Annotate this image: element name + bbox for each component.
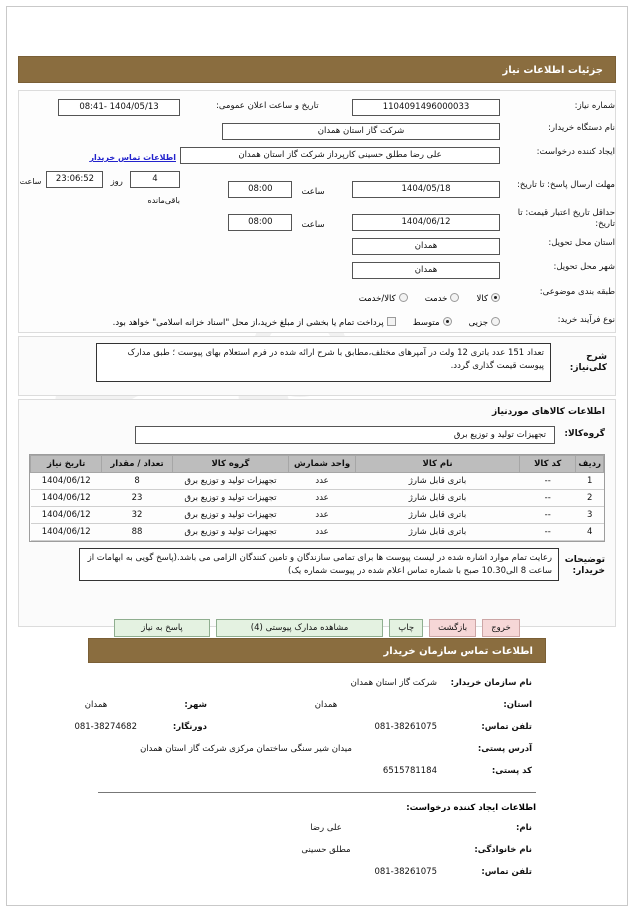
- col-unit: واحد شمارش: [289, 455, 356, 472]
- goods-cell-unit: عدد: [289, 472, 356, 489]
- deadline-hour-label: ساعت: [301, 186, 325, 197]
- classification-option-khedmat-label: خدمت: [424, 294, 448, 304]
- col-group: گروه کالا: [172, 455, 289, 472]
- summary-label: شرح کلی‌نیاز:: [569, 351, 607, 373]
- exit-button[interactable]: خروج: [482, 619, 520, 637]
- radio-kala-khedmat-icon[interactable]: [399, 293, 408, 302]
- contact-postal-label: کد پستی:: [491, 766, 532, 776]
- goods-cell-group: تجهیزات تولید و توزیع برق: [172, 506, 289, 523]
- goods-cell-row: 2: [576, 489, 604, 506]
- goods-group-label: گروه‌کالا:: [564, 429, 605, 440]
- goods-table: [30, 455, 604, 541]
- classification-label: طبقه بندی موضوعی:: [539, 286, 615, 297]
- delivery-city-value: همدان: [352, 262, 500, 279]
- row-buyer-org: [19, 116, 615, 140]
- remaining-time-value: 23:06:52: [46, 171, 103, 188]
- classification-option-kala-label: کالا: [476, 294, 488, 304]
- remaining-days-value: 4: [130, 171, 180, 188]
- need-number-label: شماره نیاز:: [574, 101, 615, 111]
- purchase-type-label: نوع فرآیند خرید:: [557, 314, 615, 325]
- creator-label: ایجاد کننده درخواست:: [536, 146, 615, 157]
- creator-last-name-value: مطلق حسینی: [301, 845, 351, 855]
- buyer-notes-text: رعایت تمام موارد اشاره شده در لیست پیوست ها برای تمامی سازندگان و تامین کنندگان الزامی می باشد.(پاسخ گویی به ابهامات از ساعت 8 الی10.30 صبح با شماره تماس اعلام شده در پیوست شماره یک): [79, 548, 559, 581]
- row-creator-phone: [211, 861, 536, 883]
- delivery-province-label: استان محل تحویل:: [548, 237, 615, 248]
- table-row: [31, 506, 604, 523]
- remaining-time-label: ساعت باقی‌مانده: [19, 177, 180, 205]
- goods-cell-code: --: [520, 523, 576, 540]
- treasury-bond-checkbox-label: پرداخت تمام یا بخشی از مبلغ خرید،از محل "اسناد خزانه اسلامی" خواهد بود.: [112, 318, 384, 328]
- classification-option-kala[interactable]: [477, 293, 500, 304]
- contact-fax-value: 081-38274682: [74, 722, 137, 732]
- creator-section-title: اطلاعات ایجاد کننده درخواست:: [406, 803, 536, 813]
- contact-org-label: نام سازمان خریدار:: [450, 678, 532, 688]
- summary-text: تعداد 151 عدد باتری 12 ولت در آمپرهای مختلف،مطابق با شرح ارائه شده در فرم استعلام بهای پیوست ؛ طبق مدارک پیوست قیمت گذاری گردد.: [96, 343, 551, 382]
- creator-value: علی رضا مطلق حسینی کارپرداز شرکت گاز استان همدان: [180, 147, 500, 164]
- row-deadline: [19, 164, 615, 207]
- contact-fax-label: دورنگار:: [172, 722, 207, 732]
- contact-phone-value: 081-38261075: [374, 722, 437, 732]
- col-code: کد کالا: [520, 455, 576, 472]
- summary-panel: [18, 336, 616, 396]
- row-creator: [19, 140, 615, 164]
- table-row: [31, 472, 604, 489]
- goods-cell-code: --: [520, 506, 576, 523]
- treasury-bond-checkbox-group[interactable]: [113, 317, 396, 328]
- col-name: نام کالا: [355, 455, 519, 472]
- col-date: تاریخ نیاز: [31, 455, 102, 472]
- goods-cell-qty: 23: [102, 489, 172, 506]
- goods-table-header-row: [31, 455, 604, 472]
- creator-first-name-value: علی رضا: [310, 823, 342, 833]
- contact-address-value: میدان شیر سنگی ساختمان مرکزی شرکت گاز استان همدان: [140, 744, 352, 754]
- remaining-days-label: روز: [110, 177, 123, 187]
- row-buyer-notes: [19, 548, 615, 585]
- row-contact-province-city: [51, 694, 536, 716]
- row-contact-postal: [51, 760, 536, 782]
- goods-cell-qty: 8: [102, 472, 172, 489]
- goods-cell-group: تجهیزات تولید و توزیع برق: [172, 489, 289, 506]
- goods-section-title: اطلاعات کالاهای موردنیاز: [491, 407, 605, 417]
- contact-city-value: همدان: [84, 700, 108, 710]
- buyer-org-label: نام دستگاه خریدار:: [548, 122, 615, 133]
- respond-button[interactable]: پاسخ به نیاز: [114, 619, 210, 637]
- classification-option-kala-khedmat[interactable]: [359, 293, 408, 304]
- goods-cell-row: 4: [576, 523, 604, 540]
- classification-option-kala-khedmat-label: کالا/خدمت: [358, 294, 396, 304]
- col-row: ردیف: [576, 455, 604, 472]
- col-qty: تعداد / مقدار: [102, 455, 172, 472]
- section-header-need-details: [18, 56, 616, 83]
- goods-cell-name: باتری قابل شارژ: [355, 489, 519, 506]
- goods-cell-group: تجهیزات تولید و توزیع برق: [172, 472, 289, 489]
- need-info-panel: [18, 90, 616, 333]
- creator-phone-label: تلفن تماس:: [481, 867, 532, 877]
- goods-cell-unit: عدد: [289, 506, 356, 523]
- contact-province-label: استان:: [503, 700, 532, 710]
- row-contact-org: [51, 672, 536, 694]
- need-number-value: 1104091496000033: [352, 99, 500, 116]
- goods-cell-qty: 32: [102, 506, 172, 523]
- row-need-number: [19, 97, 615, 116]
- goods-cell-date: 1404/06/12: [31, 472, 102, 489]
- row-contact-phone-fax: [51, 716, 536, 738]
- contact-address-label: آدرس پستی:: [477, 744, 532, 754]
- row-summary: [19, 337, 615, 388]
- goods-cell-date: 1404/06/12: [31, 489, 102, 506]
- purchase-type-option-motavaset[interactable]: [413, 317, 452, 328]
- contact-org-value: شرکت گاز استان همدان: [350, 678, 437, 688]
- classification-option-khedmat[interactable]: [425, 293, 460, 304]
- action-button-row: [18, 617, 616, 637]
- contact-city-label: شهر:: [184, 700, 207, 710]
- back-button[interactable]: بازگشت: [429, 619, 476, 637]
- row-contact-address: [51, 738, 536, 760]
- creator-last-name-label: نام خانوادگی:: [474, 845, 532, 855]
- goods-cell-unit: عدد: [289, 489, 356, 506]
- goods-cell-row: 3: [576, 506, 604, 523]
- section-header-need-details-label: جزئیات اطلاعات نیاز: [502, 65, 603, 76]
- deadline-hour-value: 08:00: [228, 181, 292, 198]
- row-goods-group: [19, 422, 615, 448]
- buyer-contact-link[interactable]: اطلاعات تماس خریدار: [89, 153, 176, 162]
- purchase-type-option-jozei[interactable]: [469, 317, 500, 328]
- goods-cell-date: 1404/06/12: [31, 506, 102, 523]
- validity-date-value: 1404/06/12: [352, 214, 500, 231]
- view-attachments-button[interactable]: مشاهده مدارک پیوستی (4): [216, 619, 383, 637]
- goods-cell-code: --: [520, 489, 576, 506]
- deadline-date-value: 1404/05/18: [352, 181, 500, 198]
- radio-motavaset-icon[interactable]: [443, 317, 452, 326]
- buyer-contact-details: [18, 672, 616, 883]
- row-delivery-city: [19, 255, 615, 279]
- delivery-province-value: همدان: [352, 238, 500, 255]
- row-creator-last-name: [211, 839, 536, 861]
- announce-date-label: تاریخ و ساعت اعلان عمومی:: [215, 101, 319, 111]
- goods-table-body: [31, 472, 604, 540]
- buyer-notes-label: توضیحات خریدار:: [564, 555, 605, 576]
- treasury-bond-checkbox-icon[interactable]: [387, 317, 396, 326]
- contact-province-value: همدان: [314, 700, 338, 710]
- contact-postal-value: 6515781184: [382, 766, 437, 776]
- deadline-label: مهلت ارسال پاسخ: تا تاریخ:: [517, 180, 615, 190]
- goods-cell-name: باتری قابل شارژ: [355, 523, 519, 540]
- validity-hour-label: ساعت: [301, 220, 325, 230]
- announce-date-value: 1404/05/13 -08:41: [58, 99, 180, 116]
- table-row: [31, 489, 604, 506]
- goods-cell-date: 1404/06/12: [31, 523, 102, 540]
- goods-cell-qty: 88: [102, 523, 172, 540]
- validity-label: حداقل تاریخ اعتبار قیمت: تا تاریخ:: [517, 208, 615, 229]
- purchase-type-option-jozei-label: جزیی: [468, 318, 488, 328]
- row-creator-first-name: [211, 817, 536, 839]
- row-validity: [19, 207, 615, 231]
- delivery-city-label: شهر محل تحویل:: [553, 261, 615, 272]
- radio-jozei-icon[interactable]: [491, 317, 500, 326]
- goods-cell-name: باتری قابل شارژ: [355, 472, 519, 489]
- table-row: [31, 523, 604, 540]
- buyer-org-value: شرکت گاز استان همدان: [222, 123, 500, 140]
- print-button[interactable]: چاپ: [389, 619, 423, 637]
- goods-cell-code: --: [520, 472, 576, 489]
- purchase-type-option-motavaset-label: متوسط: [412, 318, 440, 328]
- row-delivery-province: [19, 231, 615, 255]
- creator-first-name-label: نام:: [515, 823, 532, 833]
- goods-cell-group: تجهیزات تولید و توزیع برق: [172, 523, 289, 540]
- contact-phone-label: تلفن تماس:: [481, 722, 532, 732]
- goods-cell-unit: عدد: [289, 523, 356, 540]
- radio-khedmat-icon[interactable]: [450, 293, 459, 302]
- goods-group-value: تجهیزات تولید و توزیع برق: [135, 426, 555, 444]
- row-classification: [19, 279, 615, 305]
- creator-phone-value: 081-38261075: [374, 867, 437, 877]
- radio-kala-icon[interactable]: [491, 293, 500, 302]
- goods-cell-row: 1: [576, 472, 604, 489]
- section-header-buyer-contact-label: اطلاعات تماس سازمان خریدار: [383, 646, 533, 657]
- goods-cell-name: باتری قابل شارژ: [355, 506, 519, 523]
- row-purchase-type: [19, 305, 615, 335]
- section-header-buyer-contact: [88, 638, 546, 663]
- validity-hour-value: 08:00: [228, 214, 292, 231]
- goods-table-wrapper: [29, 454, 605, 542]
- goods-panel: [18, 399, 616, 627]
